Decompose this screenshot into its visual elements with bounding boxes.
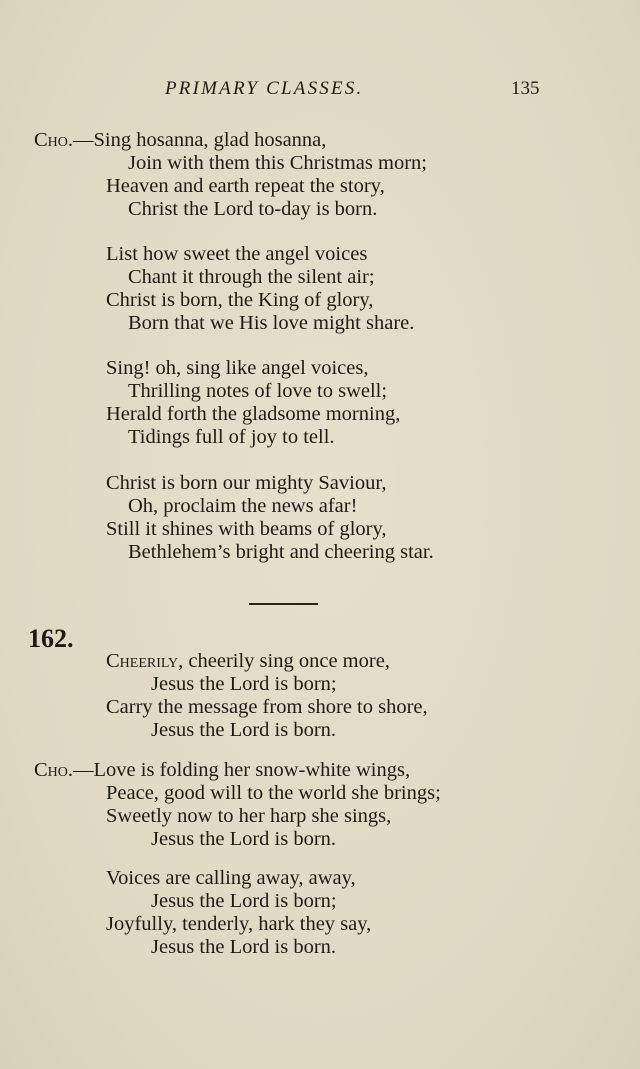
verse-3-line-3: Herald forth the gladsome morning, — [106, 403, 401, 425]
hymn-162-verse-2-line-4: Jesus the Lord is born. — [151, 936, 337, 958]
hymn-162-chorus-line-1-text: —Love is folding her snow-white wings, — [73, 759, 411, 781]
chorus-label: Cho. — [34, 129, 74, 151]
chorus-line-4: Christ the Lord to-day is born. — [128, 198, 378, 220]
verse-2-line-3: Christ is born, the King of glory, — [106, 289, 374, 311]
running-head: PRIMARY CLASSES. — [165, 78, 364, 99]
hymn-162-chorus-line-1 — [34, 760, 410, 781]
hymn-162-verse-1-line-1 — [106, 651, 390, 672]
verse-3-line-2: Thrilling notes of love to swell; — [128, 380, 388, 402]
chorus-line-2: Join with them this Christmas morn; — [128, 152, 427, 174]
hymn-162-verse-2-line-1: Voices are calling away, away, — [106, 867, 356, 889]
verse-4-line-4: Bethlehem’s bright and cheering star. — [128, 541, 434, 563]
first-word: Cheerily, — [106, 650, 184, 672]
hymn-162-chorus-line-2: Peace, good will to the world she brings; — [106, 782, 441, 804]
hymn-162-verse-2-line-3: Joyfully, tenderly, hark they say, — [106, 913, 372, 935]
verse-2-line-1: List how sweet the angel voices — [106, 243, 368, 265]
verse-2-line-4: Born that we His love might share. — [128, 312, 415, 334]
hymn-162-verse-1-line-4: Jesus the Lord is born. — [151, 719, 337, 741]
section-divider — [249, 603, 318, 605]
hymn-162-verse-1-line-1-text: cheerily sing once more, — [183, 650, 390, 672]
verse-4-line-3: Still it shines with beams of glory, — [106, 518, 387, 540]
chorus-line-1 — [34, 130, 326, 151]
chorus-line-1-text: —Sing hosanna, glad hosanna, — [73, 129, 327, 151]
verse-4-line-2: Oh, proclaim the news afar! — [128, 495, 358, 517]
hymn-number: 162. — [28, 624, 74, 653]
verse-2-line-2: Chant it through the silent air; — [128, 266, 375, 288]
page-number: 135 — [511, 78, 540, 99]
verse-4-line-1: Christ is born our mighty Saviour, — [106, 472, 387, 494]
chorus-line-3: Heaven and earth repeat the story, — [106, 175, 385, 197]
hymn-162-verse-2-line-2: Jesus the Lord is born; — [151, 890, 337, 912]
hymn-162-chorus-line-4: Jesus the Lord is born. — [151, 828, 337, 850]
hymn-162-verse-1-line-2: Jesus the Lord is born; — [151, 673, 337, 695]
page-header — [0, 78, 640, 104]
verse-3-line-1: Sing! oh, sing like angel voices, — [106, 357, 369, 379]
verse-3-line-4: Tidings full of joy to tell. — [128, 426, 335, 448]
hymn-162-verse-1-line-3: Carry the message from shore to shore, — [106, 696, 428, 718]
hymn-162-chorus-line-3: Sweetly now to her harp she sings, — [106, 805, 392, 827]
hymn-162-chorus-label: Cho. — [34, 759, 74, 781]
